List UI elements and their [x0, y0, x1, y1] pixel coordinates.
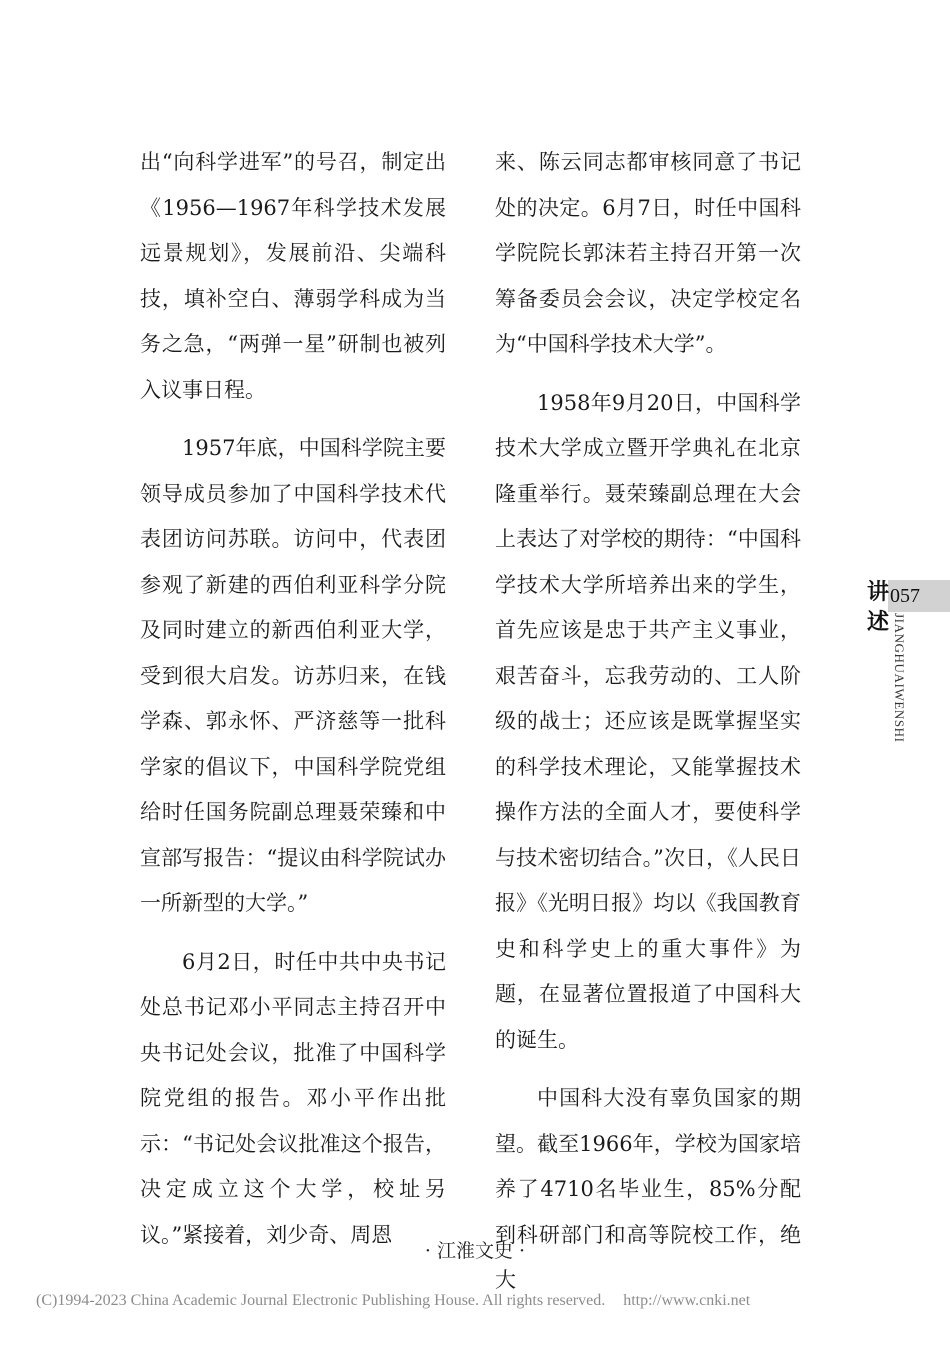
- section-char-2: 述: [866, 610, 889, 635]
- right-paragraph-1: 来、陈云同志都审核同意了书记处的决定。6月7日，时任中国科学院院长郭沫若主持召开第一次筹备委员会会议，决定学校定名为“中国科学技术大学”。: [495, 150, 801, 356]
- copyright-line: [36, 1292, 750, 1310]
- right-paragraph-2: 1958年9月20日，中国科学技术大学成立暨开学典礼在北京隆重举行。聂荣臻副总理在大会上表达了对学校的期待：“中国科学技术大学所培养出来的学生，首先应该是忠于共产主义事业，艰苦奋斗，忘我劳动的、工人阶级的战士；还应该是既掌握坚实的科学技术理论，又能掌握技术操作方法的全面人才，要使科学与技术密切结合。”次日，《人民日报》《光明日报》均以《我国教育史和科学史上的重大事件》为题，在显著位置报道了中国科大的诞生。: [495, 390, 801, 1052]
- left-column: [140, 140, 446, 1271]
- copyright-text: (C)1994-2023 China Academic Journal Electronic Publishing House. All rights reserved.: [36, 1292, 606, 1309]
- section-char-1: 讲: [866, 580, 889, 605]
- right-column: [495, 140, 801, 1317]
- left-paragraph-1: 出“向科学进军”的号召，制定出《1956—1967年科学技术发展远景规划》，发展前沿、尖端科技，填补空白、薄弱学科成为当务之急，“两弹一星”研制也被列入议事日程。: [140, 150, 446, 402]
- page-number: 057: [890, 585, 920, 607]
- copyright-url[interactable]: http://www.cnki.net: [623, 1292, 751, 1309]
- journal-footer-title: · 江淮文史 ·: [424, 1240, 526, 1262]
- right-paragraph-3: 中国科大没有辜负国家的期望。截至1966年，学校为国家培养了4710名毕业生，85%分配到科研部门和高等院校工作，绝大: [495, 1086, 801, 1292]
- left-paragraph-3: 6月2日，时任中共中央书记处总书记邓小平同志主持召开中央书记处会议，批准了中国科学院党组的报告。邓小平作出批示：“书记处会议批准这个报告，决定成立这个大学，校址另议。”紧接着，刘少奇、周恩: [140, 949, 446, 1247]
- journal-pinyin: JIANGHUAIWENSHI: [892, 613, 907, 743]
- section-label: [865, 578, 891, 638]
- left-paragraph-2: 1957年底，中国科学院主要领导成员参加了中国科学技术代表团访问苏联。访问中，代表团参观了新建的西伯利亚科学分院及同时建立的新西伯利亚大学，受到很大启发。访苏归来，在钱学森、郭永怀、严济慈等一批科学家的倡议下，中国科学院党组给时任国务院副总理聂荣臻和中宣部写报告：“提议由科学院试办一所新型的大学。”: [140, 436, 446, 915]
